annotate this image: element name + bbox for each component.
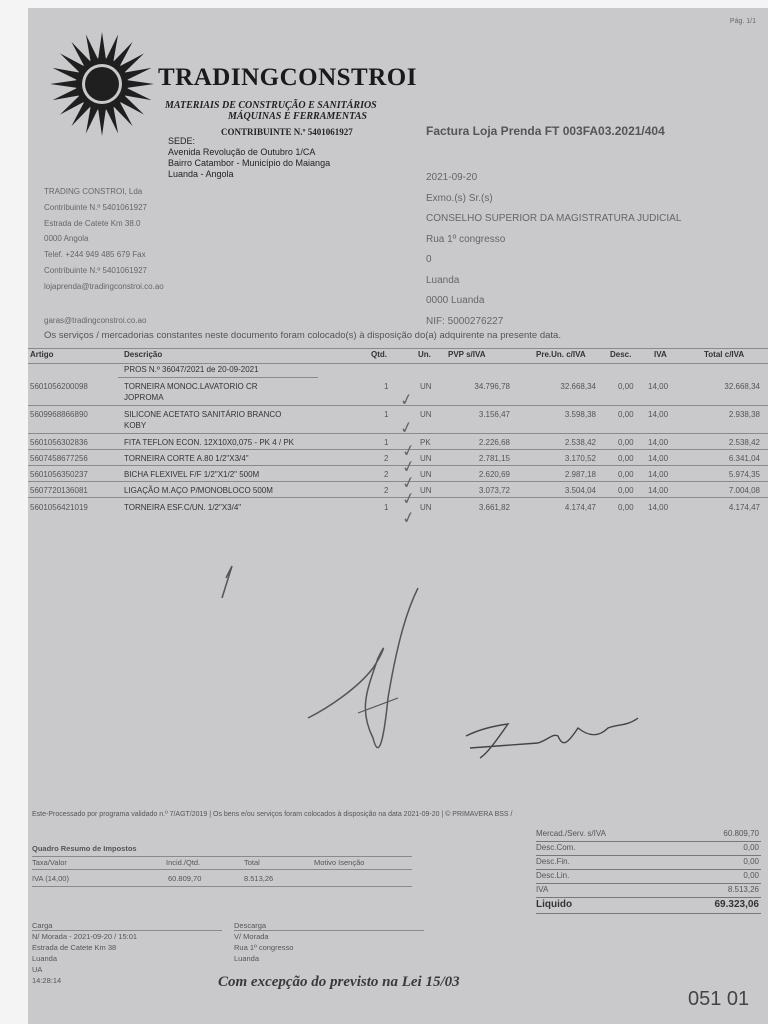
customer-line: 0 — [426, 254, 432, 265]
tax-header: Motivo Isenção — [314, 858, 365, 867]
col-header-iva: IVA — [654, 350, 667, 359]
row-total: 6.341,04 — [728, 454, 760, 463]
row-total: 32.668,34 — [724, 382, 760, 391]
row-desc: 0,00 — [618, 503, 634, 512]
row-qtd: 1 — [384, 438, 389, 447]
company-tagline-2: MÁQUINAS E FERRAMENTAS — [228, 111, 367, 122]
row-desc: 0,00 — [618, 382, 634, 391]
carga-line: N/ Morada - 2021-09-20 / 15:01 — [32, 932, 138, 941]
processed-by-line: Este-Processado por programa validado n.º 7/AGT/2019 | Os bens e/ou serviços foram colocados à disposição na data 2021-09-20 | © PRIMAVERA BSS / — [32, 811, 513, 818]
total-label: IVA — [536, 885, 549, 894]
row-iva: 14,00 — [648, 438, 669, 447]
check-mark-icon: ✓ — [398, 390, 416, 411]
descarga-title: Descarga — [234, 921, 267, 930]
col-header-preco: Pre.Un. c/IVA — [536, 350, 586, 359]
row-artigo: 5601056200098 — [30, 382, 88, 391]
row-descricao: LIGAÇÃO M.AÇO P/MONOBLOCO 500M — [124, 486, 273, 495]
total-value: 8.513,26 — [727, 885, 759, 894]
company-line: 0000 Angola — [44, 234, 89, 244]
row-preco: 32.668,34 — [560, 382, 596, 391]
total-row — [536, 856, 761, 870]
row-iva: 14,00 — [648, 503, 669, 512]
availability-notice: Os serviços / mercadorias constantes neste documento foram colocado(s) à disposição do(a) adquirente na presente data. — [44, 330, 561, 341]
carga-line: 14:28:14 — [32, 976, 62, 985]
customer-line: Luanda — [426, 274, 460, 286]
row-pvp: 2.226,68 — [478, 438, 510, 447]
descarga-line: V/ Morada — [234, 932, 269, 941]
row-qtd: 1 — [384, 382, 389, 391]
row-descricao: SILICONE ACETATO SANITÁRIO BRANCO — [124, 410, 282, 419]
company-email: lojaprenda@tradingconstroi.co.ao — [44, 281, 164, 291]
total-row — [536, 828, 761, 842]
descarga-line: Rua 1º congresso — [234, 943, 294, 952]
total-value: 60.809,70 — [723, 829, 759, 838]
row-pvp: 3.661,82 — [478, 503, 510, 512]
company-brand: TRADINGCONSTROI — [158, 64, 417, 91]
legal-note: Com excepção do previsto na Lei 15/03 — [218, 974, 460, 990]
row-desc: 0,00 — [618, 454, 634, 463]
row-qtd: 2 — [384, 470, 389, 479]
row-desc: 0,00 — [618, 438, 634, 447]
row-descricao: TORNEIRA CORTE A.80 1/2"X3/4" — [124, 454, 249, 463]
total-row — [536, 870, 761, 884]
row-iva: 14,00 — [648, 470, 669, 479]
tax-header: Incid./Qtd. — [166, 858, 201, 867]
row-total: 2.538,42 — [728, 438, 760, 447]
row-un: UN — [420, 470, 432, 479]
col-header-artigo: Artigo — [30, 350, 54, 359]
total-value: 0,00 — [743, 843, 759, 852]
check-mark-icon: ✓ — [400, 457, 418, 478]
customer-block — [426, 168, 681, 332]
tax-cell: 60.809,70 — [168, 874, 202, 883]
carga-line: Estrada de Catete Km 38 — [32, 943, 117, 952]
row-qtd: 1 — [384, 410, 389, 419]
row-desc: 0,00 — [618, 470, 634, 479]
carga-title: Carga — [32, 921, 53, 930]
descarga-line: Luanda — [234, 954, 260, 963]
row-artigo: 5601056350237 — [30, 470, 88, 479]
company-line: Contribuinte N.º 5401061927 — [44, 202, 147, 212]
handwritten-signature-icon — [208, 548, 648, 778]
carga-line: UA — [32, 965, 43, 974]
company-sede — [168, 136, 330, 180]
salutation: Exmo.(s) Sr.(s) — [426, 192, 493, 204]
row-descricao-2: KOBY — [124, 421, 147, 430]
row-iva: 14,00 — [648, 382, 669, 391]
row-total: 4.174,47 — [728, 503, 760, 512]
row-iva: 14,00 — [648, 454, 669, 463]
reference-line: PROS N.º 36047/2021 de 20-09-2021 — [124, 365, 259, 374]
row-preco: 2.538,42 — [564, 438, 596, 447]
invoice-title: Factura Loja Prenda FT 003FA03.2021/404 — [426, 124, 665, 138]
check-mark-icon: ✓ — [400, 441, 418, 462]
tax-header: Taxa/Valor — [32, 858, 67, 867]
sede-line: Luanda - Angola — [168, 169, 234, 179]
row-iva: 14,00 — [648, 486, 669, 495]
customer-line: Rua 1º congresso — [426, 233, 506, 245]
total-label: Desc.Com. — [536, 843, 576, 852]
row-total: 7.004,08 — [728, 486, 760, 495]
total-row — [536, 884, 761, 898]
row-un: UN — [420, 503, 432, 512]
row-preco: 3.170,52 — [564, 454, 596, 463]
row-pvp: 2.620,69 — [478, 470, 510, 479]
row-descricao: TORNEIRA MONOC.LAVATORIO CR — [124, 382, 258, 391]
check-mark-icon: ✓ — [400, 508, 418, 529]
row-qtd: 2 — [384, 486, 389, 495]
row-total: 2.938,38 — [728, 410, 760, 419]
col-header-desc: Desc. — [610, 350, 632, 359]
col-header-descricao: Descrição — [124, 350, 163, 359]
company-line: TRADING CONSTROI, Lda — [44, 187, 143, 196]
total-value: 0,00 — [743, 871, 759, 880]
sun-logo-icon — [42, 26, 162, 146]
company-email-secondary: garas@tradingconstroi.co.ao — [44, 316, 147, 325]
total-label: Desc.Fin. — [536, 857, 570, 866]
descarga-block — [234, 920, 293, 964]
total-value: 0,00 — [743, 857, 759, 866]
row-un: UN — [420, 454, 432, 463]
company-line: Estrada de Catete Km 38.0 — [44, 218, 141, 228]
row-un: PK — [420, 438, 431, 447]
row-preco: 3.598,38 — [564, 410, 596, 419]
total-label: Liquido — [536, 899, 573, 910]
col-header-qtd: Qtd. — [371, 350, 387, 359]
row-artigo: 5607458677256 — [30, 454, 88, 463]
row-descricao-2: JOPROMA — [124, 393, 164, 402]
row-total: 5.974,35 — [728, 470, 760, 479]
row-preco: 3.504,04 — [564, 486, 596, 495]
tax-header: Total — [244, 858, 260, 867]
col-header-total: Total c/IVA — [704, 350, 745, 359]
tax-cell: 8.513,26 — [244, 874, 274, 883]
row-un: UN — [420, 382, 432, 391]
row-desc: 0,00 — [618, 486, 634, 495]
total-row-liquido — [536, 898, 761, 914]
company-details — [44, 184, 164, 295]
row-artigo: 5601056421019 — [30, 503, 88, 512]
customer-line: CONSELHO SUPERIOR DA MAGISTRATURA JUDICIAL — [426, 213, 682, 224]
check-mark-icon: ✓ — [400, 473, 418, 494]
col-header-pvp: PVP s/IVA — [448, 350, 486, 359]
total-value: 69.323,06 — [714, 899, 759, 910]
sede-line: Bairro Catambor - Município do Maianga — [168, 158, 331, 168]
row-desc: 0,00 — [618, 410, 634, 419]
customer-line: 0000 Luanda — [426, 295, 485, 306]
tax-cell: IVA (14,00) — [32, 874, 69, 883]
sede-line: Avenida Revolução de Outubro 1/CA — [168, 147, 316, 157]
check-mark-icon: ✓ — [400, 489, 418, 510]
row-iva: 14,00 — [648, 410, 669, 419]
total-row — [536, 842, 761, 856]
tax-summary-title: Quadro Resumo de Impostos — [32, 844, 137, 853]
row-artigo: 5601056302836 — [30, 438, 88, 447]
total-label: Desc.Lin. — [536, 871, 570, 880]
sede-label: SEDE: — [168, 136, 196, 146]
col-header-un: Un. — [418, 350, 431, 359]
company-line: Contribuinte N.º 5401061927 — [44, 265, 147, 275]
row-pvp: 34.796,78 — [474, 382, 510, 391]
row-un: UN — [420, 486, 432, 495]
carga-line: Luanda — [32, 954, 58, 963]
invoice-date: 2021-09-20 — [426, 172, 478, 183]
row-pvp: 3.073,72 — [478, 486, 510, 495]
company-tagline-1: MATERIAIS DE CONSTRUÇÃO E SANITÁRIOS — [165, 100, 377, 111]
row-pvp: 3.156,47 — [478, 410, 510, 419]
document-number: 051 01 — [688, 988, 750, 1010]
row-un: UN — [420, 410, 432, 419]
row-qtd: 2 — [384, 454, 389, 463]
row-qtd: 1 — [384, 503, 389, 512]
row-artigo: 5607720136081 — [30, 486, 88, 495]
page-number: Pág. 1/1 — [729, 18, 756, 25]
total-label: Mercad./Serv. s/IVA — [536, 829, 606, 838]
company-line: Telef. +244 949 485 679 Fax — [44, 250, 146, 260]
row-descricao: FITA TEFLON ECON. 12X10X0,075 - PK 4 / PK — [124, 438, 294, 447]
row-preco: 4.174,47 — [564, 503, 596, 512]
invoice-page — [28, 8, 768, 1024]
row-descricao: TORNEIRA ESF.C/UN. 1/2"X3/4" — [124, 503, 242, 512]
row-pvp: 2.781,15 — [478, 454, 510, 463]
check-mark-icon: ✓ — [398, 418, 416, 439]
customer-nif: NIF: 5000276227 — [426, 315, 504, 327]
row-artigo: 5609968866890 — [30, 410, 88, 419]
row-descricao: BICHA FLEXIVEL F/F 1/2"X1/2" 500M — [124, 470, 260, 479]
company-contribuinte: CONTRIBUINTE N.º 5401061927 — [221, 127, 353, 137]
row-preco: 2.987,18 — [564, 470, 596, 479]
